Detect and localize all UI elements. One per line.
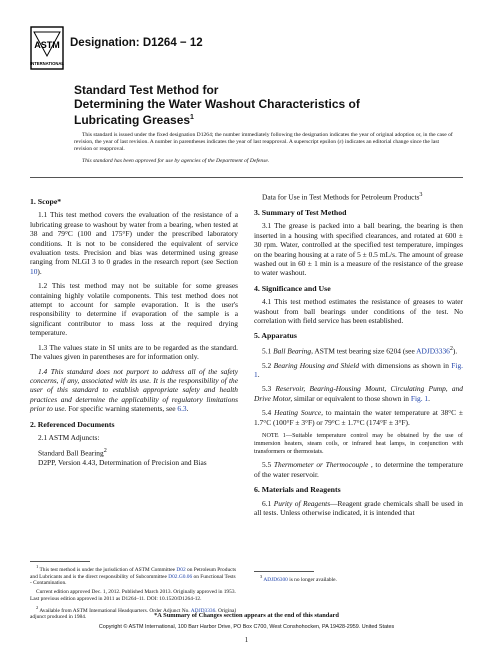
subcommittee-link[interactable]: D02.G0.06: [168, 573, 193, 580]
section-4-heading: 4. Significance and Use: [254, 283, 331, 293]
right-footnote-divider: [254, 571, 314, 572]
para-1-3: 1.3 The values state in SI units are to be regarded as the standard. The values given in parentheses are for information only.: [30, 342, 238, 362]
section-6-3-link[interactable]: 6.3: [177, 404, 187, 414]
document-title: Standard Test Method for Determining the Water Washout Characteristics of Lubricating Greases$^1$: [74, 83, 360, 127]
footnote-3: $^3$ ADJD6300 is no longer available.: [260, 574, 337, 583]
right-footnotes: [254, 574, 463, 586]
adjunct-continued: Data for Use in Test Methods for Petroleum Products$^3$: [262, 192, 423, 202]
section-1-heading: 1. Scope*: [30, 197, 62, 206]
issue-notice: This standard is issued under the fixed designation D1264; the number immediately following the designation indicates the year of original adoption or, in the case of revision, the year of last revision. A number in parentheses indicates the year of last reapproval. A superscript epsilon (ε) indicates an editorial change since the last revision or reapproval.: [74, 132, 453, 153]
section-10-link[interactable]: 10: [30, 266, 38, 276]
right-column: [254, 191, 463, 522]
adjunct-adjd3336-link[interactable]: ADJD3336: [190, 607, 216, 614]
page-number: 1: [244, 636, 249, 644]
svg-text:ASTM: ASTM: [34, 40, 60, 50]
designation: Designation: D1264 − 12: [70, 37, 203, 49]
footnote-2: $^2$ Available from ASTM International Headquarters. Order Adjunct No. ADJD3336. Original adjunct produced in 1984.: [30, 604, 236, 621]
para-3-1: 3.1 The grease is packed into a ball bearing, the bearing is then inserted in a housing with specified clearances, and rotated at 600 ± 30 rpm. Water, controlled at the specified test temperature, impinges on the bearing housing at a rate of 5 ± 0.5 mL/s. The amount of grease washed out in 60 ± 1 min is a measure of the resistance of the grease to water washout.: [254, 221, 463, 278]
para-1-2: 1.2 This test method may not be suitable for some greases containing highly volatile components. This test method does not attempt to account for sample evaporation. It is the user's responsibility to determine if evaporation of the sample is a significant contributor to mass loss at the required drying temperature.: [30, 281, 238, 338]
adjd3336-link[interactable]: ADJD3336: [416, 346, 450, 356]
para-4-1: 4.1 This test method estimates the resistance of greases to water washout from ball bearings under conditions of the test. No correlation with field service has been established.: [254, 297, 463, 325]
para-2-1: 2.1 ASTM Adjuncts:: [38, 432, 100, 442]
para-5-2: 5.2 Bearing Housing and Shield with dimensions as shown in Fig. 1.: [254, 360, 463, 380]
para-1-1: 1.1 This test method covers the evaluation of the resistance of a lubricating grease to washout by water from a bearing, when tested at 38 and 79°C (100 and 175°F) under the prescribed laboratory conditions. It is not to be considered the equivalent of service evaluation tests. Precision and bias was determined using grease ranging from NLGI 3 to 0 grades in the research report (see Section 10).: [30, 210, 238, 276]
section-2-heading: 2. Referenced Documents: [30, 419, 115, 429]
para-5-3: 5.3 Reservoir, Bearing-Housing Mount, Circulating Pump, and Drive Motor, similar or equivalent to those shown in Fig. 1.: [254, 384, 463, 403]
para-1-4: 1.4 This standard does not purport to address all of the safety concerns, if any, associated with its use. It is the responsibility of the user of this standard to establish appropriate safety and health practices and determine the applicability of regulatory limitations prior to use. For specific warning statements, see 6.3.: [30, 366, 238, 414]
standard-notice: [74, 132, 454, 169]
astm-logo: [30, 26, 64, 70]
svg-text:INTERNATIONAL: INTERNATIONAL: [30, 61, 64, 66]
copyright-notice: Copyright © ASTM International, 100 Barr Harbor Drive, PO Box C700, West Conshohocken, PA 19428-2959. United States: [98, 624, 395, 630]
left-footnote-divider: [30, 561, 90, 562]
adjunct-ball-bearing: Standard Ball Bearing$^2$: [38, 448, 107, 458]
para-5-5: 5.5 Thermometer or Thermocouple , to determine the temperature of the water reservoir.: [254, 460, 463, 479]
para-5-1: 5.1 Ball Bearing, ASTM test bearing size 6204 (see ADJD3336$^2$).: [262, 345, 458, 356]
para-6-1: 6.1 Purity of Reagents—Reagent grade chemicals shall be used in all tests. Unless otherwise indicated, it is intended that: [254, 498, 463, 518]
footnote-1: $^1$ This test method is under the jurisdiction of ASTM Committee D02 on Petroleum Products and Lubricants and is the direct responsibility of Subcommittee D02.G0.06 on Functional Tests - Contamination.: [30, 564, 237, 587]
approval-notice: This standard has been approved for use by agencies of the Department of Defense.: [82, 157, 270, 164]
left-column: [30, 191, 238, 468]
header-divider: [30, 177, 463, 178]
adjunct-d2pp: D2PP, Version 4.43, Determination of Precision and Bias: [38, 458, 207, 468]
footnote-1-edition: Current edition approved Dec. 1, 2012. Published March 2013. Originally approved in 1953. Last previous edition approved in 2011 as D1264–11. DOI: 10.1520/D1264-12.: [30, 589, 236, 602]
adjd6300-link[interactable]: ADJD6300: [263, 576, 288, 583]
para-5-4: 5.4 Heating Source, to maintain the water temperature at 38°C ± 1.7°C (100°F ± 3°F) or 79°C ± 1.7°C (174°F ± 3°F).: [254, 408, 463, 427]
note-1: NOTE 1—Suitable temperature control may be obtained by the use of immersion heaters, steam coils, or infrared heat lamps, in conjunction with transformers or thermostats.: [254, 432, 463, 455]
fig-1-link[interactable]: Fig. 1: [254, 360, 463, 380]
committee-d02-link[interactable]: D02: [176, 566, 186, 573]
fig-1-link-2[interactable]: Fig. 1: [410, 393, 429, 403]
section-5-heading: 5. Apparatus: [254, 331, 297, 341]
section-6-heading: 6. Materials and Reagents: [254, 485, 341, 495]
summary-of-changes-notice: *A Summary of Changes section appears at the end of this standard: [154, 612, 339, 619]
section-3-heading: 3. Summary of Test Method: [254, 207, 347, 217]
